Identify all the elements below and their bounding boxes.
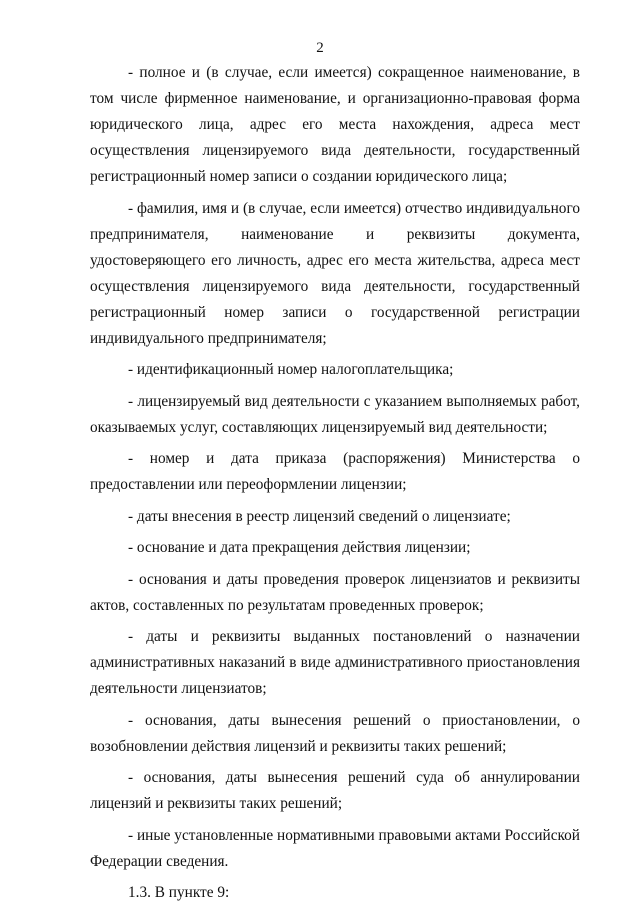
- paragraph-entrepreneur-info: - фамилия, имя и (в случае, если имеется) отчество индивидуального предпринимателя, наименование и реквизиты документа, удостоверяющего его личность, адрес его места жительства, адреса мест осуществления лицензируемого вида деятельности, государственный регистрационный номер записи о государственной регистрации индивидуального предпринимателя;: [90, 199, 580, 347]
- page-number: 2: [316, 40, 324, 56]
- paragraph-court-annulment: - основания, даты вынесения решений суда об аннулировании лицензий и реквизиты таких решений;: [90, 769, 580, 812]
- paragraph-administrative-penalties: - даты и реквизиты выданных постановлений о назначении административных наказаний в виде административного приостановления деятельности лицензиатов;: [90, 628, 580, 697]
- paragraph-order-number-date: - номер и дата приказа (распоряжения) Министерства о предоставлении или переоформлении лицензии;: [90, 450, 580, 493]
- paragraph-other-information: - иные установленные нормативными правовыми актами Российской Федерации сведения.: [90, 826, 580, 870]
- document-body: [90, 60, 580, 906]
- paragraph-taxpayer-id: - идентификационный номер налогоплательщика;: [128, 361, 454, 378]
- paragraph-inspections: - основания и даты проведения проверок лицензиатов и реквизиты актов, составленных по результатам проведенных проверок;: [90, 570, 580, 614]
- paragraph-suspension-decisions: - основания, даты вынесения решений о приостановлении, о возобновлении действия лицензий и реквизиты таких решений;: [90, 711, 580, 755]
- paragraph-termination-basis: - основание и дата прекращения действия лицензии;: [128, 539, 471, 556]
- paragraph-licensed-activity: - лицензируемый вид деятельности с указанием выполняемых работ, оказываемых услуг, составляющих лицензируемый вид деятельности;: [90, 392, 580, 436]
- paragraph-registry-entry-dates: - даты внесения в реестр лицензий сведений о лицензиате;: [128, 507, 511, 525]
- paragraph-legal-entity-info: - полное и (в случае, если имеется) сокращенное наименование, в том числе фирменное наименование, и организационно-правовая форма юридического лица, адрес его места нахождения, адреса мест осуществления лицензируемого вида деятельности, государственный регистрационный номер записи о создании юридического лица;: [90, 64, 580, 185]
- paragraph-section-1-3: 1.3. В пункте 9:: [128, 884, 230, 901]
